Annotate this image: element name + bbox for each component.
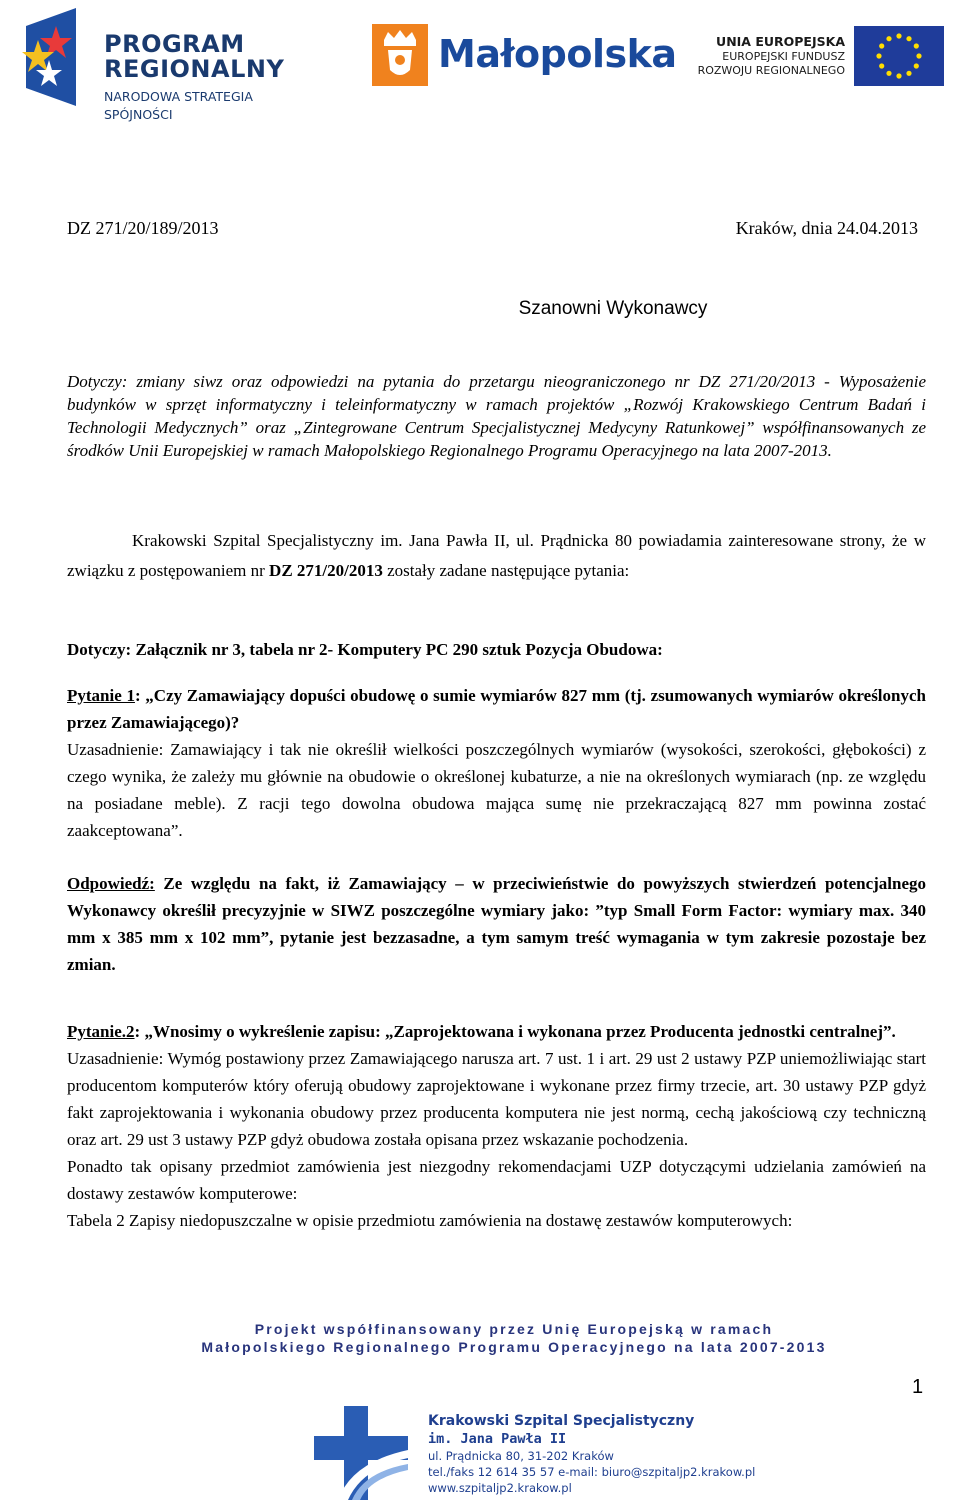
- answer-1-body: Ze względu na fakt, iż Zamawiający – w przeciwieństwie do powyższych stwierdzeń potencjalnego Wykonawcy określił precyzyjnie w SIWZ poszczególne wymiary jako: ”typ Small Form Factor: wymiary max. 340 mm x 385 mm x 102 mm”, pytanie jest bezzasadne, a tym samym treść wymagania w tym zakresie pozostaje bez zmian.: [67, 874, 926, 974]
- malopolska-logo-text: Małopolska: [438, 32, 677, 76]
- hospital-contact-block: [428, 1412, 755, 1496]
- question-1: [67, 682, 926, 844]
- section-title: Dotyczy: Załącznik nr 3, tabela nr 2- Komputery PC 290 sztuk Pozycja Obudowa:: [67, 640, 663, 659]
- hospital-address: ul. Prądnicka 80, 31-202 Kraków: [428, 1449, 614, 1463]
- hospital-cross-icon: [312, 1402, 412, 1502]
- intro-reference: DZ 271/20/2013: [269, 561, 383, 580]
- project-funding-note: [0, 1320, 960, 1356]
- hospital-patron: im. Jana Pawła II: [428, 1431, 567, 1447]
- question-2-label: Pytanie.2: [67, 1022, 135, 1041]
- intro-paragraph: [67, 526, 926, 586]
- program-regionalny-logo: [16, 8, 316, 122]
- hospital-contact: tel./faks 12 614 35 57 e-mail: biuro@szpitaljp2.krakow.pl: [428, 1465, 756, 1479]
- salutation: Szanowni Wykonawcy: [518, 298, 708, 319]
- question-2: [67, 1018, 926, 1234]
- question-1-label: Pytanie 1: [67, 686, 135, 705]
- question-1-text: [67, 682, 926, 736]
- hospital-logo: [312, 1402, 412, 1502]
- question-2-reason: Uzasadnienie: Wymóg postawiony przez Zamawiającego narusza art. 7 ust. 1 i art. 29 ust 2 ustawy PZP uniemożliwiając start producentom komputerów który oferują obudowy zaprojektowane i wykonane przez firmy trzecie, art. 30 ustawy PZP gdyż fakt zaprojektowania i wykonania obudowy przez producenta komputera nie jest normą, cechą jakościową czy techniczną oraz art. 29 ust 3 ustawy PZP gdyż obudowa została opisana przez wskazanie pochodzenia.: [67, 1049, 926, 1149]
- answer-1-label: Odpowiedź:: [67, 874, 155, 893]
- question-2-table-caption: Tabela 2 Zapisy niedopuszczalne w opisie przedmiotu zamówienia na dostawę zestawów komputerowych:: [67, 1211, 793, 1230]
- malopolska-logo: [372, 24, 677, 94]
- question-1-body: : „Czy Zamawiający dopuści obudowę o sumie wymiarów 827 mm (tj. zsumowanych wymiarów określonych przez Zamawiającego)?: [67, 686, 926, 732]
- eu-logo-line3: ROZWOJU REGIONALNEGO: [697, 64, 845, 77]
- page-number: 1: [912, 1376, 924, 1398]
- eu-flag-icon: [854, 26, 944, 86]
- subject-paragraph: Dotyczy: zmiany siwz oraz odpowiedzi na pytania do przetargu nieograniczonego nr DZ 271/20/2013 - Wyposażenie budynków w sprzęt informatyczny i teleinformatyczny w ramach projektów „Rozwój Krakowskiego Centrum Badań i Technologii Medycznych” oraz „Zintegrowane Centrum Specjalistycznej Medycyny Ratunkowej” współfinansowanych ze środków Unii Europejskiej w ramach Małopolskiego Regionalnego Programu Operacyjnego na lata 2007-2013.: [67, 372, 926, 460]
- eu-logo-line1: UNIA EUROPEJSKA: [716, 34, 845, 49]
- program-logo-line2: REGIONALNY: [104, 55, 285, 83]
- project-funding-line2: Małopolskiego Regionalnego Programu Operacyjnego na lata 2007-2013: [201, 1339, 827, 1355]
- question-2-text: [67, 1018, 926, 1045]
- eu-logo-line2: EUROPEJSKI FUNDUSZ: [722, 50, 845, 63]
- question-1-reason: Uzasadnienie: Zamawiający i tak nie określił wielkości poszczególnych wymiarów (wysokości, szerokości, głębokości) z czego wynika, że zależy mu głównie na obudowie o określonej kubaturze, a nie na określonych wymiarach (np. ze względu na posiadane meble). Z racji tego dowolna obudowa mająca sumę nie przekraczającą 827 mm powinna zostać zaakceptowana”.: [67, 740, 926, 840]
- answer-1: [67, 870, 926, 978]
- project-funding-line1: Projekt współfinansowany przez Unię Europejską w ramach: [254, 1321, 774, 1337]
- program-regionalny-emblem-icon: [16, 8, 96, 108]
- program-logo-line3: NARODOWA STRATEGIA SPÓJNOŚCI: [104, 89, 253, 122]
- intro-text-after: zostały zadane następujące pytania:: [382, 561, 630, 580]
- intro-text-before: Krakowski Szpital Specjalistyczny im. Jana Pawła II, ul. Prądnicka 80 powiadamia zainteresowane strony, że w związku z postępowaniem nr: [67, 531, 926, 580]
- eu-logo: [692, 26, 944, 88]
- question-2-additional: Ponadto tak opisany przedmiot zamówienia jest niezgodny rekomendacjami UZP dotyczącymi udzielania zamówień na dostawy zestawów komputerowe:: [67, 1157, 926, 1203]
- program-logo-line1: PROGRAM: [104, 30, 245, 58]
- document-reference: DZ 271/20/189/2013: [67, 218, 219, 238]
- malopolska-emblem-icon: [372, 24, 428, 86]
- hospital-name: Krakowski Szpital Specjalistyczny: [428, 1413, 695, 1429]
- place-and-date: Kraków, dnia 24.04.2013: [735, 218, 918, 238]
- hospital-website[interactable]: www.szpitaljp2.krakow.pl: [428, 1481, 572, 1495]
- question-2-body: : „Wnosimy o wykreślenie zapisu: „Zaprojektowana i wykonana przez Producenta jednostki centralnej”.: [134, 1022, 896, 1041]
